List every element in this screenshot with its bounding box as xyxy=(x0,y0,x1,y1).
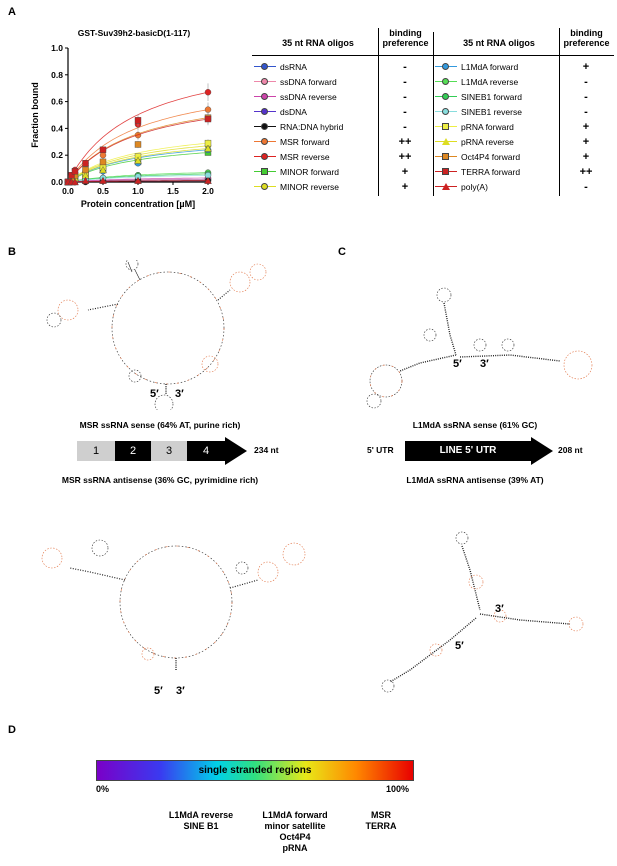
gradient-min-label: 0% xyxy=(96,784,110,794)
y-tick-label: 0.2 xyxy=(51,150,63,161)
oligo-name: L1MdA forward xyxy=(461,61,519,72)
binding-table xyxy=(252,28,614,200)
data-point xyxy=(83,160,89,166)
table-row xyxy=(254,134,433,149)
msr-sense-structure xyxy=(40,260,300,410)
oligo-name: MINOR forward xyxy=(280,166,340,177)
panel-letter-c: C xyxy=(338,246,346,258)
binding-header-right-line2: preference xyxy=(563,38,610,48)
msr-segment-bar xyxy=(77,441,247,461)
table-row xyxy=(254,104,433,119)
msr-sense-3prime: 3′ xyxy=(175,388,184,400)
group-mid-item: Oct4P4 xyxy=(279,832,311,842)
group-low-item: L1MdA reverse xyxy=(168,810,234,820)
legend-marker xyxy=(254,107,276,117)
binding-preference: ++ xyxy=(579,165,593,178)
oligo-name: Oct4P4 forward xyxy=(461,151,521,162)
chart-title: GST-Suv39h2-basicD(1-117) xyxy=(77,28,191,38)
binding-preference: + xyxy=(582,150,590,163)
binding-preference: + xyxy=(582,60,590,73)
legend-marker xyxy=(254,152,276,162)
group-mid xyxy=(240,810,350,854)
oligo-name: pRNA reverse xyxy=(461,136,514,147)
table-row xyxy=(254,179,433,194)
l1mda-antisense-3prime: 3′ xyxy=(495,603,504,615)
msr-antisense-structure xyxy=(30,528,310,678)
legend-marker xyxy=(435,77,457,87)
binding-preference: ++ xyxy=(398,135,412,148)
binding-header-left-line2: preference xyxy=(382,38,429,48)
data-point xyxy=(135,117,141,123)
binding-preference: + xyxy=(401,180,409,193)
legend-marker xyxy=(435,62,457,72)
group-mid-item: pRNA xyxy=(282,843,308,853)
table-row xyxy=(435,179,614,194)
data-point xyxy=(135,141,141,147)
y-tick-label: 0.4 xyxy=(51,123,63,134)
l1mda-arrow-head xyxy=(531,437,553,465)
oligo-name: L1MdA reverse xyxy=(461,76,519,87)
legend-marker xyxy=(435,92,457,102)
oligo-name: TERRA forward xyxy=(461,166,521,177)
msr-segment-2: 2 xyxy=(115,441,151,461)
binding-preference: - xyxy=(584,90,588,103)
x-tick-label: 0.5 xyxy=(97,186,109,196)
l1mda-antisense-caption: L1MdA ssRNA antisense (39% AT) xyxy=(406,475,544,485)
legend-marker xyxy=(435,152,457,162)
legend-marker xyxy=(254,137,276,147)
legend-marker xyxy=(254,77,276,87)
x-tick-label: 1.5 xyxy=(167,186,179,196)
table-left-rows xyxy=(254,59,433,194)
table-row xyxy=(435,164,614,179)
binding-preference: + xyxy=(401,165,409,178)
msr-arrow-head xyxy=(225,437,247,465)
oligo-name: dsRNA xyxy=(280,61,307,72)
binding-header-right-line1: binding xyxy=(570,28,603,38)
group-mid-item: L1MdA forward xyxy=(262,810,328,820)
group-high xyxy=(346,810,416,832)
l1mda-antisense-5prime: 5′ xyxy=(455,640,464,652)
oligos-header-right: 35 nt RNA oligos xyxy=(463,38,535,48)
oligo-name: RNA:DNA hybrid xyxy=(280,121,344,132)
oligos-header-left: 35 nt RNA oligos xyxy=(282,38,354,48)
binding-preference: - xyxy=(403,60,407,73)
binding-preference: - xyxy=(403,120,407,133)
table-row xyxy=(254,164,433,179)
oligo-name: MSR forward xyxy=(280,136,330,147)
group-high-item: MSR xyxy=(371,810,391,820)
legend-marker xyxy=(435,167,457,177)
binding-preference: - xyxy=(584,75,588,88)
x-tick-label: 0.0 xyxy=(62,186,74,196)
binding-chart xyxy=(0,38,230,218)
binding-preference: - xyxy=(403,75,407,88)
table-row xyxy=(254,149,433,164)
table-row xyxy=(254,59,433,74)
table-row xyxy=(435,149,614,164)
legend-marker xyxy=(435,122,457,132)
panel-letter-d: D xyxy=(8,724,16,736)
table-row xyxy=(254,89,433,104)
y-tick-label: 0.8 xyxy=(51,69,63,80)
msr-antisense-5prime: 5′ xyxy=(154,685,163,697)
msr-sense-caption: MSR ssRNA sense (64% AT, purine rich) xyxy=(79,420,241,430)
legend-marker xyxy=(254,62,276,72)
binding-preference: - xyxy=(403,105,407,118)
msr-antisense-caption: MSR ssRNA antisense (36% GC, pyrimidine rich) xyxy=(61,475,259,485)
binding-header-left xyxy=(378,28,433,48)
table-right-rows xyxy=(435,59,614,194)
table-mid-divider xyxy=(433,32,434,196)
l1mda-sense-3prime: 3′ xyxy=(480,358,489,370)
msr-segment-3: 3 xyxy=(151,441,187,461)
x-tick-label: 1.0 xyxy=(132,186,144,196)
l1mda-arrow-body: LINE 5' UTR xyxy=(405,441,531,461)
legend-marker xyxy=(254,182,276,192)
data-point xyxy=(205,116,211,122)
table-left-header xyxy=(252,28,433,54)
msr-length: 234 nt xyxy=(254,445,279,455)
legend-marker xyxy=(254,167,276,177)
binding-preference: + xyxy=(582,135,590,148)
gradient-bar-label: single stranded regions xyxy=(198,765,312,776)
y-tick-label: 1.0 xyxy=(51,43,63,53)
legend-marker xyxy=(254,122,276,132)
gradient-max-label: 100% xyxy=(386,784,410,794)
table-row xyxy=(435,104,614,119)
l1mda-utr-label: 5' UTR xyxy=(367,445,394,455)
data-point xyxy=(83,167,89,173)
oligo-name: SINEB1 forward xyxy=(461,91,522,102)
l1mda-sense-caption: L1MdA ssRNA sense (61% GC) xyxy=(412,420,538,430)
table-row xyxy=(435,59,614,74)
table-row xyxy=(435,89,614,104)
msr-sense-5prime: 5′ xyxy=(150,388,159,400)
binding-preference: + xyxy=(582,120,590,133)
data-point xyxy=(100,152,106,158)
y-axis-label: Fraction bound xyxy=(30,82,40,148)
legend-marker xyxy=(435,182,457,192)
data-point xyxy=(100,159,106,165)
oligo-name: poly(A) xyxy=(461,181,488,192)
table-row xyxy=(435,119,614,134)
panel-letter-a: A xyxy=(8,6,16,18)
y-tick-label: 0.0 xyxy=(51,177,63,187)
msr-segment-4: 4 xyxy=(187,441,225,461)
table-row xyxy=(254,119,433,134)
l1mda-sense-5prime: 5′ xyxy=(453,358,462,370)
binding-preference: - xyxy=(584,105,588,118)
table-row xyxy=(254,74,433,89)
binding-preference: - xyxy=(584,180,588,193)
data-point xyxy=(205,89,211,95)
data-point xyxy=(72,168,78,174)
l1mda-length: 208 nt xyxy=(558,445,583,455)
l1mda-antisense-structure xyxy=(380,530,605,695)
group-mid-item: minor satellite xyxy=(264,821,326,831)
binding-header-right xyxy=(559,28,614,48)
group-high-item: TERRA xyxy=(365,821,397,831)
oligo-name: ssDNA reverse xyxy=(280,91,337,102)
l1mda-sense-structure xyxy=(360,285,610,415)
data-point xyxy=(100,147,106,153)
legend-marker xyxy=(435,107,457,117)
oligo-name: MINOR reverse xyxy=(280,181,340,192)
oligo-name: MSR reverse xyxy=(280,151,330,162)
binding-header-left-line1: binding xyxy=(389,28,422,38)
group-low-item: SINE B1 xyxy=(183,821,219,831)
msr-segment-1: 1 xyxy=(77,441,115,461)
oligo-name: pRNA forward xyxy=(461,121,514,132)
legend-marker xyxy=(254,92,276,102)
x-tick-label: 2.0 xyxy=(202,186,214,196)
oligo-name: SINEB1 reverse xyxy=(461,106,522,117)
oligo-name: ssDNA forward xyxy=(280,76,337,87)
msr-antisense-3prime: 3′ xyxy=(176,685,185,697)
y-tick-label: 0.6 xyxy=(51,96,63,107)
oligo-name: dsDNA xyxy=(280,106,307,117)
binding-preference: - xyxy=(403,90,407,103)
panel-letter-b: B xyxy=(8,246,16,258)
table-row xyxy=(435,74,614,89)
legend-marker xyxy=(435,137,457,147)
table-right-header xyxy=(433,28,614,54)
x-axis-label: Protein concentration [µM] xyxy=(80,199,196,209)
binding-preference: ++ xyxy=(398,150,412,163)
table-row xyxy=(435,134,614,149)
single-stranded-gradient-bar xyxy=(96,760,414,781)
